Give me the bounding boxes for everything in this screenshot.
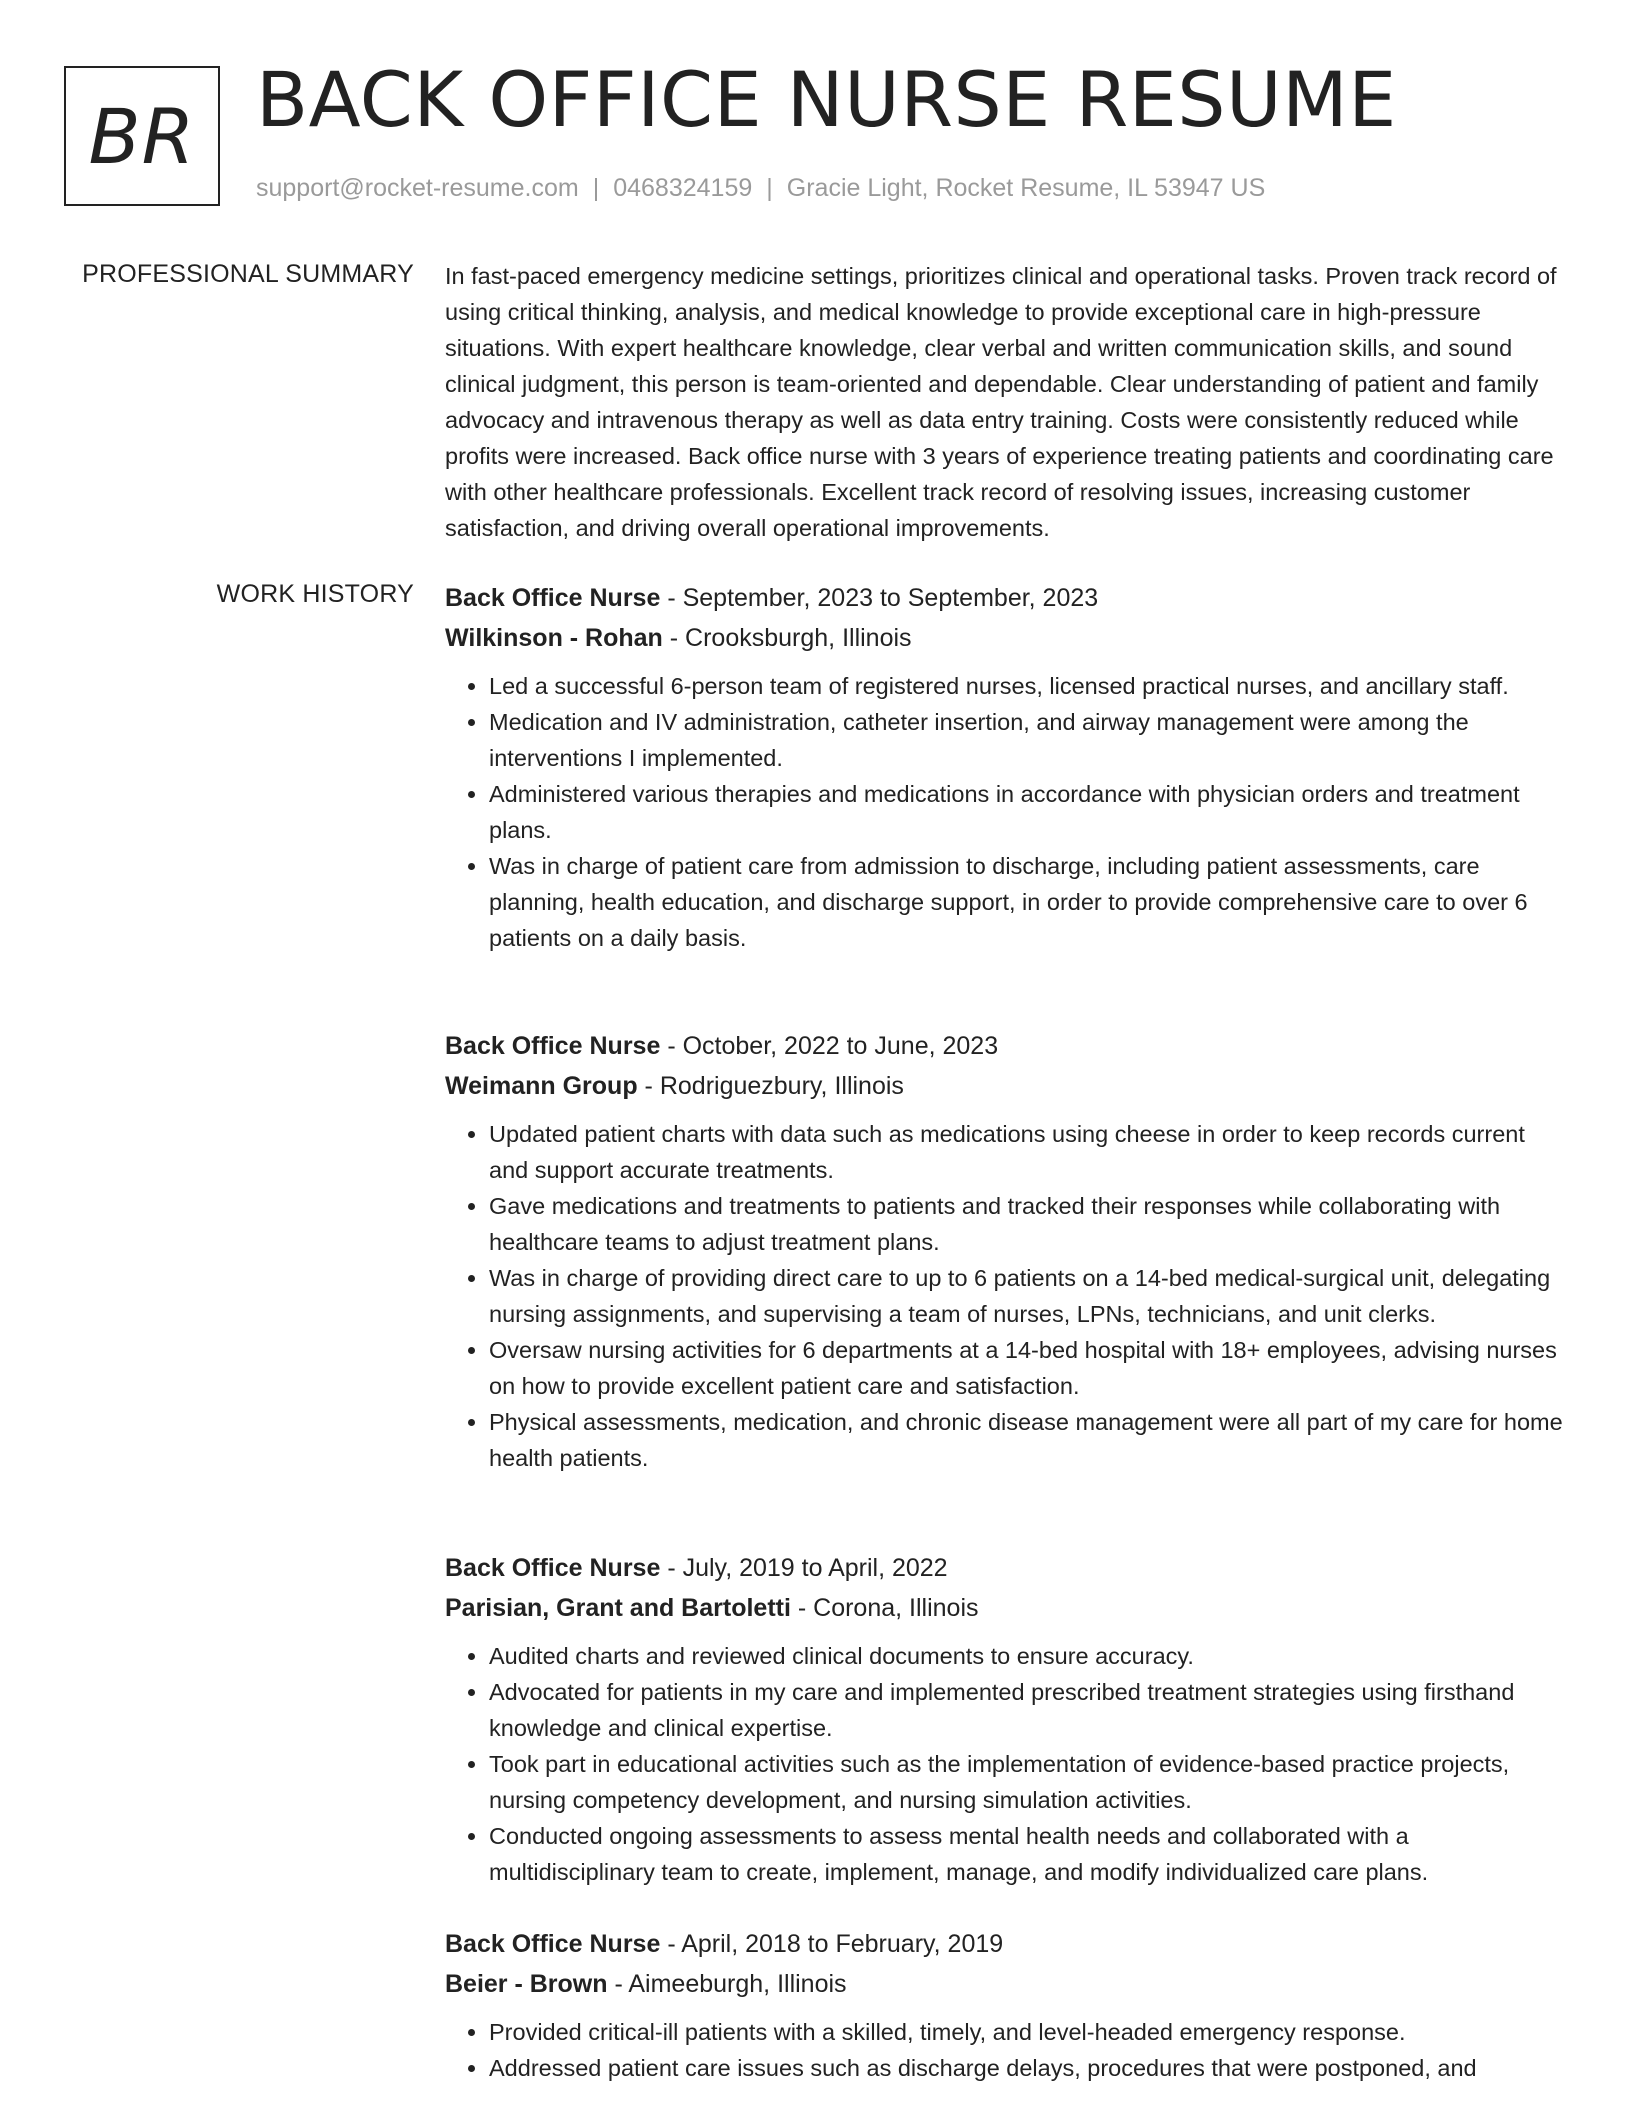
job-location: Corona, Illinois [813,1594,979,1622]
job-dates: October, 2022 to June, 2023 [682,1032,999,1060]
job-company: Parisian, Grant and Bartoletti [445,1594,791,1622]
job-location: Crooksburgh, Illinois [685,624,912,652]
dash: - [660,1032,683,1060]
job-title-line [445,1026,1565,1066]
job-bullets [445,1116,1565,1476]
contact-separator: | [592,174,600,202]
job-bullet: • Conducted ongoing assessments to assess mental health needs and collaborated with a multidisciplinary team to create, implement, manage, and modify individualized care plans. [489,1818,1565,1890]
job-location: Rodriguezbury, Illinois [659,1072,904,1100]
dash: - [607,1970,629,1998]
job-dates: July, 2019 to April, 2022 [682,1554,948,1582]
job-location: Aimeeburgh, Illinois [628,1970,847,1998]
job-bullet: • Administered various therapies and medications in accordance with physician orders and treatment plans. [489,776,1565,848]
job-title: Back Office Nurse [445,1554,661,1582]
dash: - [637,1072,660,1100]
job-dates: September, 2023 to September, 2023 [682,584,1099,612]
job-title-line [445,1548,1565,1588]
job-bullet: • Was in charge of patient care from admission to discharge, including patient assessments, care planning, health education, and discharge support, in order to provide comprehensive care to over 6 patients on a daily basis. [489,848,1565,956]
job-bullet: • Advocated for patients in my care and implemented prescribed treatment strategies using firsthand knowledge and clinical expertise. [489,1674,1565,1746]
dash: - [660,1554,683,1582]
job-bullets [445,2014,1565,2086]
job-company-line [445,618,1565,658]
job-title: Back Office Nurse [445,1930,661,1958]
job-company-line [445,1964,1565,2004]
job-bullet: • Medication and IV administration, catheter insertion, and airway management were among the interventions I implemented. [489,704,1565,776]
job-bullets [445,1638,1565,1890]
section-label-work-history: WORK HISTORY [216,580,414,608]
contact-line [256,174,1265,203]
job-entry [445,1924,1565,2086]
job-bullet: • Physical assessments, medication, and chronic disease management were all part of my care for home health patients. [489,1404,1565,1476]
monogram-initials: BR [88,91,196,181]
job-company: Beier - Brown [445,1970,608,1998]
monogram-box [64,66,220,206]
job-dates: April, 2018 to February, 2019 [681,1930,1004,1958]
job-bullet: • Oversaw nursing activities for 6 departments at a 14-bed hospital with 18+ employees, advising nurses on how to provide excellent patient care and satisfaction. [489,1332,1565,1404]
dash: - [660,584,683,612]
job-entry [445,578,1565,956]
job-bullet: • Gave medications and treatments to patients and tracked their responses while collaborating with healthcare teams to adjust treatment plans. [489,1188,1565,1260]
job-title: Back Office Nurse [445,584,661,612]
job-bullet: • Was in charge of providing direct care to up to 6 patients on a 14-bed medical-surgical unit, delegating nursing assignments, and supervising a team of nurses, LPNs, technicians, and unit clerks. [489,1260,1565,1332]
job-title-line [445,578,1565,618]
job-bullets [445,668,1565,956]
job-bullet: • Led a successful 6-person team of registered nurses, licensed practical nurses, and ancillary staff. [489,668,1565,704]
resume-title: BACK OFFICE NURSE RESUME [256,55,1397,144]
contact-separator: | [766,174,773,202]
job-bullet: • Updated patient charts with data such as medications using cheese in order to keep records current and support accurate treatments. [489,1116,1565,1188]
contact-address: Gracie Light, Rocket Resume, IL 53947 US [786,174,1266,202]
job-bullet: • Audited charts and reviewed clinical documents to ensure accuracy. [489,1638,1565,1674]
job-entry [445,1026,1565,1476]
dash: - [662,624,686,652]
job-company: Weimann Group [445,1072,638,1100]
job-company-line [445,1066,1565,1106]
job-company-line [445,1588,1565,1628]
section-label-summary: PROFESSIONAL SUMMARY [82,260,414,288]
job-company: Wilkinson - Rohan [445,624,663,652]
job-bullet: • Took part in educational activities such as the implementation of evidence-based practice projects, nursing competency development, and nursing simulation activities. [489,1746,1565,1818]
dash: - [660,1930,682,1958]
job-bullet: • Addressed patient care issues such as discharge delays, procedures that were postponed, and [489,2050,1565,2086]
job-title-line [445,1924,1565,1964]
dash: - [790,1594,814,1622]
contact-phone: 0468324159 [613,174,753,202]
contact-email: support@rocket-resume.com [256,174,579,202]
job-title: Back Office Nurse [445,1032,661,1060]
summary-text: In fast-paced emergency medicine settings, prioritizes clinical and operational tasks. Proven track record of using critical thinking, analysis, and medical knowledge to provide exceptional care in high-pressure situations. With expert healthcare knowledge, clear verbal and written communication skills, and sound clinical judgment, this person is team-oriented and dependable. Clear understanding of patient and family advocacy and intravenous therapy as well as data entry training. Costs were consistently reduced while profits were increased. Back office nurse with 3 years of experience treating patients and coordinating care with other healthcare professionals. Excellent track record of resolving issues, increasing customer satisfaction, and driving overall operational improvements. [445,263,1557,541]
job-entry [445,1548,1565,1890]
summary-section [445,258,1565,546]
job-bullet: • Provided critical-ill patients with a skilled, timely, and level-headed emergency response. [489,2014,1565,2050]
